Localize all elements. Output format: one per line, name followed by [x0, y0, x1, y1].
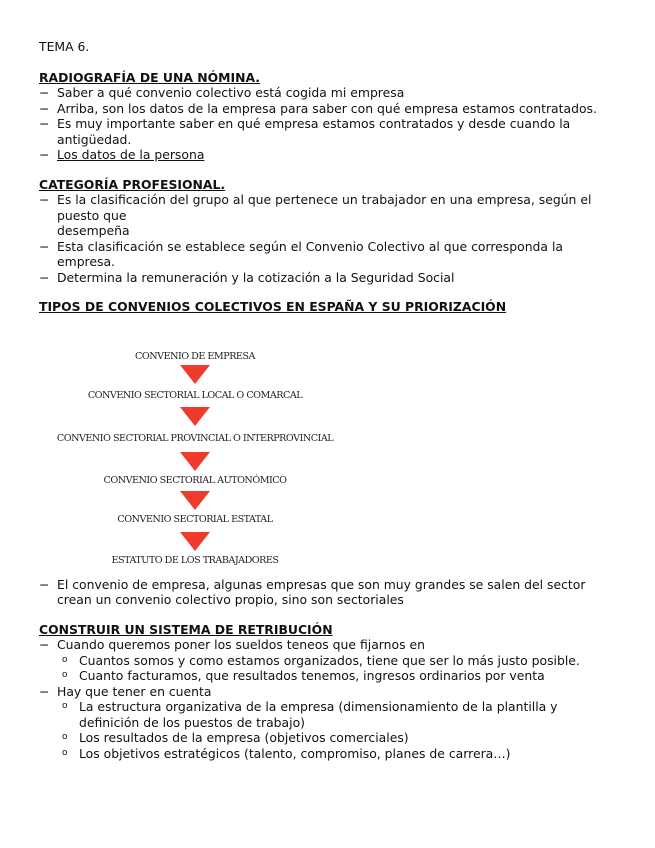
dash-bullet: − [39, 85, 50, 100]
section-radiografia [39, 70, 619, 163]
dash-bullet: − [39, 192, 50, 207]
list-item-text: Es la clasificación del grupo al que pertenece un trabajador en una empresa, según el puesto que [57, 192, 592, 223]
list-item-text: Los datos de la persona [57, 147, 205, 162]
section-tipos-convenios [39, 299, 619, 608]
document-title: TEMA 6. [39, 39, 90, 54]
list-item [39, 239, 619, 270]
sub-list [57, 653, 619, 684]
bullet-list [39, 577, 619, 608]
list-item [39, 116, 619, 147]
diagram-level-label: CONVENIO SECTORIAL PROVINCIAL O INTERPROVINCIAL [56, 432, 334, 444]
bullet-list [39, 192, 619, 285]
section-heading: RADIOGRAFÍA DE UNA NÓMINA. [39, 69, 260, 85]
list-item-text: Cuando queremos poner los sueldos teneos que fijarnos en [57, 637, 425, 652]
dash-bullet: − [39, 269, 50, 285]
sub-list-item-text: La estructura organizativa de la empresa (dimensionamiento de la plantilla y definición de los puestos de trabajo) [79, 699, 558, 730]
dash-bullet: − [39, 576, 50, 592]
dash-bullet: − [39, 683, 50, 699]
list-item-text: Es muy importante saber en qué empresa estamos contratados y desde cuando la antigüedad. [57, 116, 571, 147]
convenios-priority-diagram [39, 315, 619, 577]
down-arrow-icon [180, 452, 210, 471]
diagram-level-label: CONVENIO SECTORIAL AUTONÓMICO [103, 474, 287, 486]
dash-bullet: − [39, 116, 50, 131]
dash-bullet: − [39, 100, 50, 116]
bullet-list [39, 85, 619, 163]
circle-bullet: o [62, 654, 68, 665]
down-arrow-icon [180, 407, 210, 426]
section-heading: CONSTRUIR UN SISTEMA DE RETRIBUCIÓN [39, 621, 333, 637]
circle-bullet: o [62, 670, 68, 680]
list-item-text: Esta clasificación se establece según el Convenio Colectivo al que corresponda la empresa. [57, 238, 563, 269]
circle-bullet: o [62, 701, 68, 711]
section-sistema-retribucion [39, 622, 619, 762]
list-item-text: El convenio de empresa, algunas empresas que son muy grandes se salen del sector crean un convenio colectivo propio, sino son sectoriales [57, 576, 586, 607]
sub-list-item [60, 668, 619, 684]
section-heading: CATEGORÍA PROFESIONAL. [39, 176, 226, 192]
down-arrow-icon [180, 491, 210, 510]
sub-list-item-text: Los resultados de la empresa (objetivos comerciales) [79, 730, 409, 745]
list-item [39, 577, 619, 608]
dash-bullet: − [39, 238, 50, 254]
dash-bullet: − [39, 637, 50, 652]
down-arrow-icon [180, 365, 210, 384]
sub-list-item [60, 730, 619, 746]
sub-list-item-text: Cuantos somos y como estamos organizados, tiene que ser lo más justo posible. [79, 652, 580, 668]
diagram-svg [39, 315, 619, 577]
sub-list [57, 699, 619, 761]
diagram-level-label: CONVENIO DE EMPRESA [135, 350, 255, 362]
dash-bullet: − [39, 147, 50, 162]
sub-list-item [60, 653, 619, 669]
list-item-text: Hay que tener en cuenta [57, 683, 212, 699]
diagram-level-label: ESTATUTO DE LOS TRABAJADORES [111, 554, 279, 566]
section-categoria [39, 177, 619, 286]
bullet-list [39, 637, 619, 761]
section-heading: TIPOS DE CONVENIOS COLECTIVOS EN ESPAÑA Y SU PRIORIZACIÓN [39, 299, 507, 314]
list-item-text: Arriba, son los datos de la empresa para saber con qué empresa estamos contratados. [57, 100, 597, 116]
list-item [39, 85, 619, 101]
list-item [39, 101, 619, 117]
list-item [39, 270, 619, 286]
list-item-text: Saber a qué convenio colectivo está cogida mi empresa [57, 85, 405, 100]
list-item [39, 147, 619, 163]
list-item-text: Determina la remuneración y la cotización a la Seguridad Social [57, 269, 455, 285]
down-arrow-icon [180, 532, 210, 551]
sub-list-item-text: Los objetivos estratégicos (talento, compromiso, planes de carrera…) [79, 745, 511, 761]
sub-list-item-text: Cuanto facturamos, que resultados tenemos, ingresos ordinarios por venta [79, 668, 545, 683]
list-item-text-continued: desempeña [57, 223, 130, 238]
diagram-level-label: CONVENIO SECTORIAL ESTATAL [117, 513, 273, 525]
sub-list-item [60, 699, 619, 730]
list-item [39, 637, 619, 684]
circle-bullet: o [62, 732, 68, 742]
circle-bullet: o [62, 747, 68, 758]
sub-list-item [60, 746, 619, 762]
list-item [39, 684, 619, 762]
list-item [39, 192, 619, 239]
diagram-level-label: CONVENIO SECTORIAL LOCAL O COMARCAL [87, 389, 303, 401]
